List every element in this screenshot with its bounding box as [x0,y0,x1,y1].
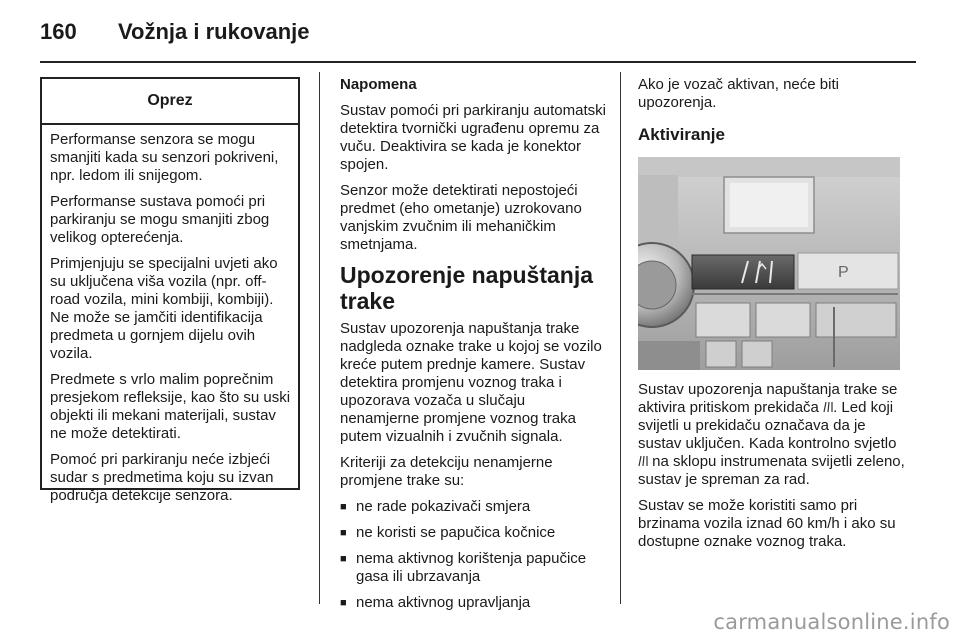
watermark: carmanualsonline.info [713,610,950,634]
activation-paragraph [638,381,906,489]
page-title: Vožnja i rukovanje [118,19,310,44]
header-divider [40,61,916,63]
page-header [40,12,310,52]
criteria-list [340,498,606,612]
lane-switch-photo [638,157,900,370]
note-paragraph: Sustav pomoći pri parkiranju automatski detektira tvornički ugrađenu opremu za vuču. Deaktivira se kada je konektor spojen. [340,102,606,173]
lane-departure-icon [823,401,833,413]
caution-paragraph: Pomoć pri parkiranju neće izbjeći sudar s predmetima koju su izvan područja detekcije senzora. [50,451,274,504]
caution-body [42,125,298,505]
page-number: 160 [40,19,77,44]
caution-paragraph: Performanse sustava pomoći pri parkiranju se mogu smanjiti zbog velikog opterećenja. [50,193,270,246]
lane-intro: Sustav upozorenja napuštanja trake nadgleda oznake trake u kojoj se vozilo kreće putem prednje kamere. Sustav detektira promjenu voznog traka i upozorava vozača u slučaju nenamjerne promjene voznog traka putem vizualnih i zvučnih signala. [340,320,602,445]
driver-active-note: Ako je vozač aktivan, neće biti upozorenja. [638,76,839,111]
caution-box [40,77,300,504]
note-title: Napomena [340,76,417,93]
right-column-bottom [638,381,906,559]
caution-paragraph: Predmete s vrlo malim poprečnim presjekom refleksije, kao što su uski objekti ili mekani materijali, sustav ne može detektirati. [50,371,291,442]
speed-requirement: Sustav se može koristiti samo pri brzinama vozila iznad 60 km/h i ako su dostupne oznake voznog traka. [638,497,896,550]
column-divider [319,72,320,604]
activation-title: Aktiviranje [638,125,725,144]
list-item: ■ ne koristi se papučica kočnice [340,524,606,542]
section-title-lane-warning: Upozorenje napuštanja trake [340,262,594,314]
lane-criteria-intro: Kriteriji za detekciju nenamjerne promjene trake su: [340,454,553,489]
caution-title: Oprez [42,79,298,125]
list-item: ■ nema aktivnog upravljanja [340,594,606,612]
caution-paragraph: Performanse senzora se mogu smanjiti kada su senzori pokriveni, npr. ledom ili snijegom. [50,131,279,184]
middle-column [340,76,606,620]
park-button-label: P [838,264,849,281]
list-item: ■ ne rade pokazivači smjera [340,498,606,516]
right-column-top [638,76,904,156]
activation-text-part: Sustav upozorenja napuštanja trake se aktivira pritiskom prekidača [638,381,898,416]
column-divider [620,72,621,604]
list-item: ■ nema aktivnog korištenja papučice gasa ili ubrzavanja [340,550,606,586]
note-paragraph: Senzor može detektirati nepostojeći predmet (eho ometanje) uzrokovano vanjskim zvučnim ili mehaničkim smetnjama. [340,182,582,253]
caution-paragraph: Primjenjuju se specijalni uvjeti ako su uključena viša vozila (npr. off-road vozila, mini kombiji, kombiji). Ne može se jamčiti identifikacija predmeta u gornjem dijelu ovih vozila. [50,255,278,362]
activation-text-part: . Led koji svijetli u prekidaču označava da je sustav uključen. Kada kontrolno svjetlo [638,399,897,452]
activation-text-part: na sklopu instrumenata svijetli zeleno, sustav je spreman za rad. [638,453,905,488]
lane-departure-icon [638,455,648,467]
